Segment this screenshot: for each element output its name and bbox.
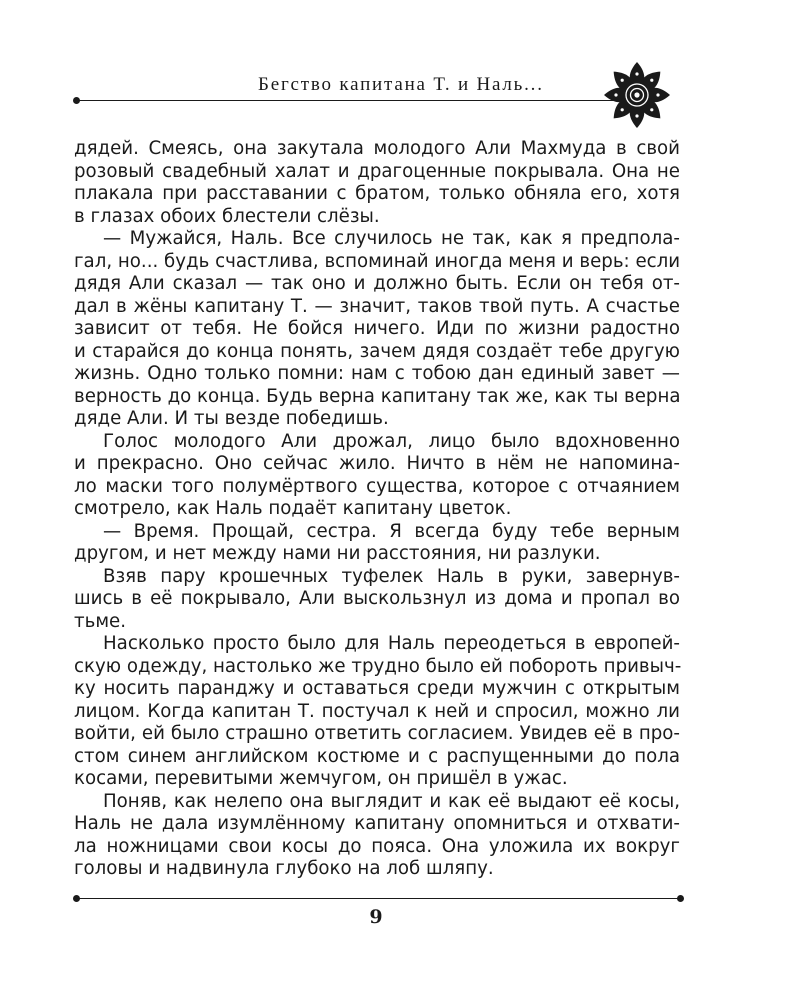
text-line: жизнь. Одно только помни: нам с тобою дан единый завет — <box>74 363 680 384</box>
lotus-ornament-icon <box>602 60 672 130</box>
footer-rule-dot-left <box>73 895 80 902</box>
text-line: розовый свадебный халат и драгоценные покрывала. Она не <box>74 160 680 182</box>
text-line: ла ножницами свои косы до пояса. Она уложила их вокруг <box>74 835 680 857</box>
text-line: Голос молодого Али дрожал, лицо было вдохновенно <box>103 430 680 452</box>
text-line: смотрело, как Наль подаёт капитану цветок. <box>74 498 512 519</box>
text-line: плакала при расставании с братом, только обняла его, хотя <box>74 183 680 204</box>
text-line: лицом. Когда капитан Т. постучал к ней и спросил, можно ли <box>74 700 680 722</box>
text-line: Взяв пару крошечных туфелек Наль в руки, завернув- <box>103 565 680 587</box>
text-line: Насколько просто было для Наль переодеться в европей- <box>103 633 680 654</box>
text-line: зависит от тебя. Не бойся ничего. Иди по жизни радостно <box>74 318 680 339</box>
text-line: дядей. Смеясь, она закутала молодого Али Махмуда в свой <box>74 138 680 159</box>
text-line: дяде Али. И ты везде победишь. <box>74 408 389 429</box>
text-line: ло маски того полумёртвого существа, которое с отчаянием <box>74 475 680 497</box>
text-line: другом, и нет между нами ни расстояния, ни разлуки. <box>74 543 601 564</box>
text-line: — Время. Прощай, сестра. Я всегда буду тебе верным <box>103 520 680 542</box>
text-line: стом синем английском костюме и с распущенными до пола <box>74 745 680 767</box>
footer-rule <box>76 898 680 899</box>
page-number: 9 <box>369 906 383 928</box>
header-rule <box>76 100 636 101</box>
text-line: косами, перевитыми жемчугом, он пришёл в ужас. <box>74 768 568 789</box>
body-text <box>74 138 680 881</box>
text-line: дал в жёны капитану Т. — значит, таков твой путь. А счастье <box>74 295 680 317</box>
text-line: верность до конца. Будь верна капитану так же, как ты верна <box>74 385 681 407</box>
text-line: тьме. <box>74 610 127 632</box>
text-line: — Мужайся, Наль. Все случилось не так, как я предпола- <box>103 228 680 249</box>
text-line: в глазах обоих блестели слёзы. <box>74 205 380 227</box>
text-line: и прекрасно. Оно сейчас жило. Ничто в нём не напомина- <box>74 453 680 474</box>
running-header-title: Бегство капитана Т. и Наль... <box>258 74 544 95</box>
text-line: головы и надвинула глубоко на лоб шляпу. <box>74 858 494 879</box>
text-line: дядя Али сказал — так оно и должно быть. Если он тебя от- <box>74 273 680 294</box>
text-line: ку носить паранджу и оставаться среди мужчин с открытым <box>74 678 680 699</box>
text-line: и старайся до конца понять, зачем дядя создаёт тебе другую <box>74 340 680 362</box>
text-line: скую одежду, настолько же трудно было ей побороть привыч- <box>74 655 682 677</box>
text-line: шись в её покрывало, Али выскользнул из дома и пропал во <box>74 588 680 609</box>
header-rule-dot <box>73 97 80 104</box>
text-line: гал, но... будь счастлива, вспоминай иногда меня и верь: если <box>74 250 681 272</box>
text-line: Поняв, как нелепо она выглядит и как её выдают её косы, <box>103 790 680 812</box>
footer-rule-dot-right <box>677 895 684 902</box>
text-line: войти, ей было страшно ответить согласием. Увидев её в про- <box>74 723 680 744</box>
text-line: Наль не дала изумлённому капитану опомниться и отхвати- <box>74 813 680 834</box>
